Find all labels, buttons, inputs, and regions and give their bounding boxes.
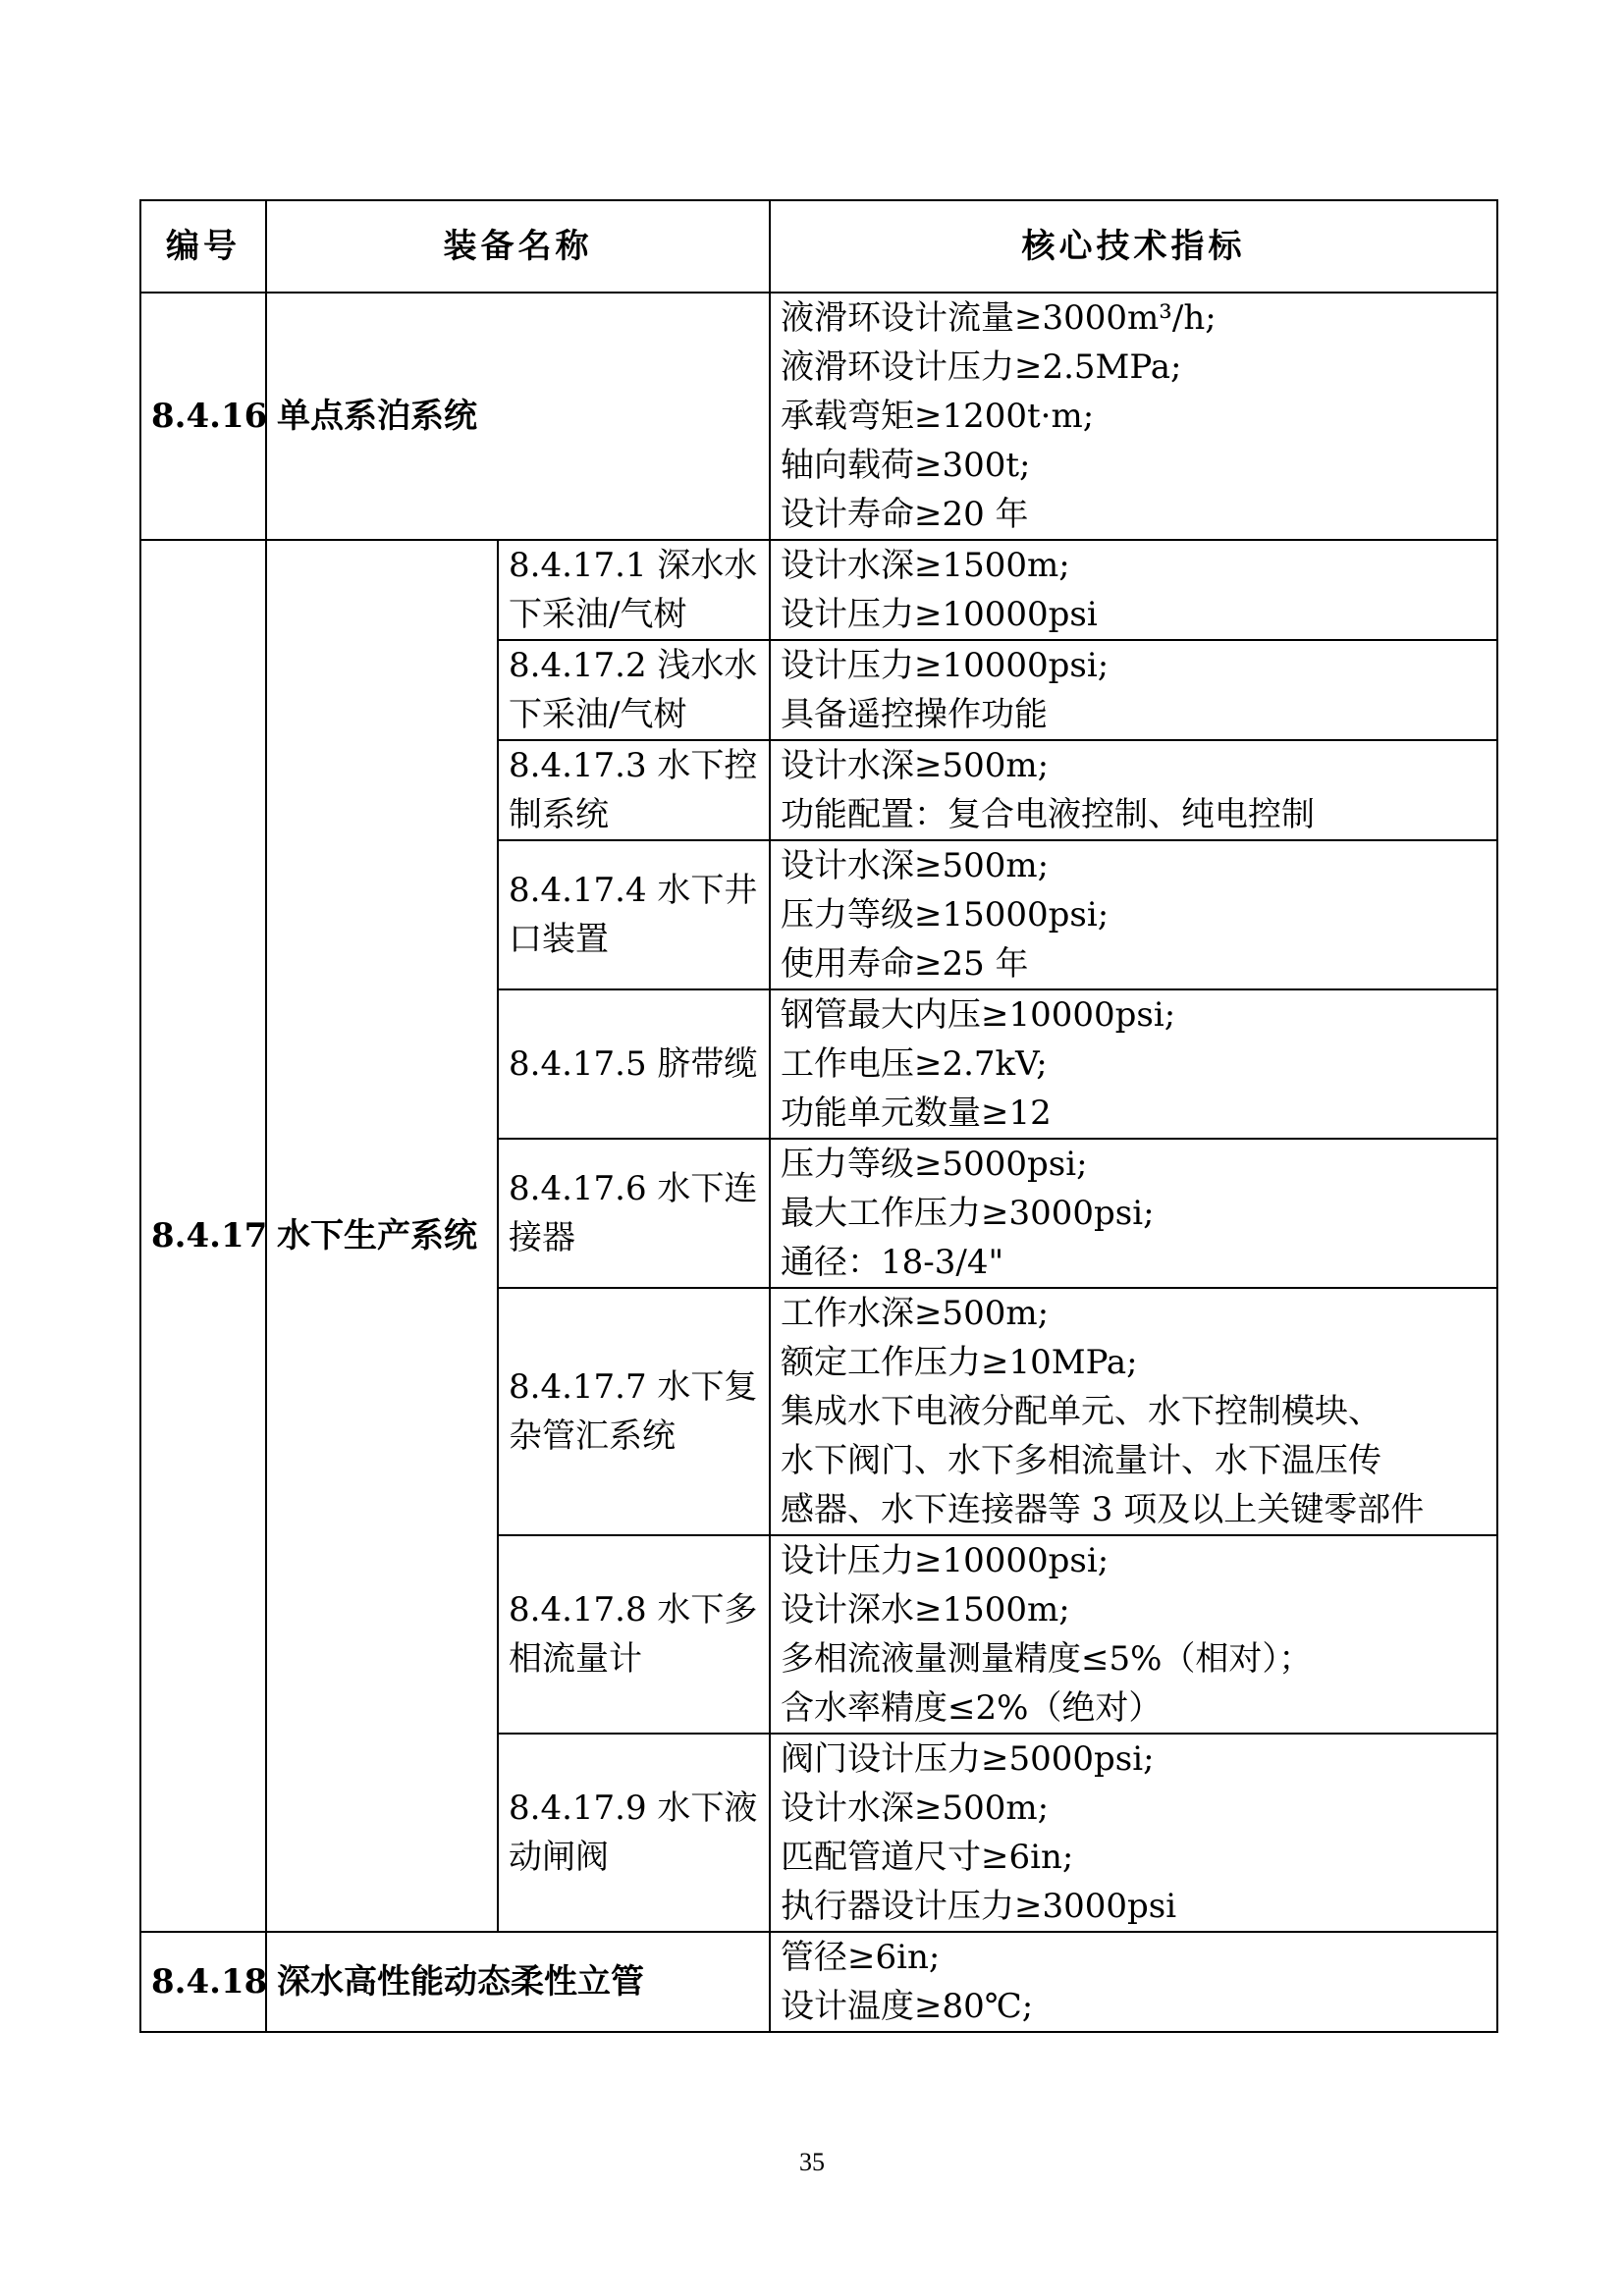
- spec-line: 匹配管道尺寸≥6in;: [781, 1838, 1074, 1877]
- sub-item-name: [498, 840, 770, 989]
- sub-item-label: 8.4.17.7 水下复杂管汇系统: [509, 1367, 758, 1456]
- sub-item-name: [498, 989, 770, 1139]
- spec-line: 设计压力≥10000psi;: [781, 1541, 1110, 1580]
- spec-line: 设计压力≥10000psi: [781, 595, 1098, 634]
- spec-line: 感器、水下连接器等 3 项及以上关键零部件: [781, 1490, 1425, 1529]
- spec-cell: [770, 1535, 1497, 1734]
- spec-cell: [770, 1288, 1497, 1535]
- sub-item-name: [498, 740, 770, 840]
- spec-line: 功能单元数量≥12: [781, 1094, 1052, 1133]
- spec-cell: [770, 840, 1497, 989]
- spec-line: 压力等级≥5000psi;: [781, 1145, 1088, 1184]
- spec-line: 设计水深≥500m;: [781, 1789, 1050, 1828]
- page-number: 35: [799, 2148, 825, 2176]
- spec-line: 设计寿命≥20 年: [781, 495, 1029, 534]
- spec-line: 设计水深≥500m;: [781, 846, 1050, 885]
- sub-item-label: 8.4.17.3 水下控制系统: [509, 746, 758, 834]
- spec-line: 额定工作压力≥10MPa;: [781, 1343, 1138, 1382]
- sub-item-label: 8.4.17.6 水下连接器: [509, 1169, 758, 1257]
- spec-line: 功能配置：复合电液控制、纯电控制: [781, 795, 1315, 834]
- sub-item-name: [498, 1734, 770, 1932]
- spec-line: 阀门设计压力≥5000psi;: [781, 1739, 1155, 1779]
- sub-item-name: [498, 1288, 770, 1535]
- spec-cell: [770, 540, 1497, 640]
- spec-cell: [770, 640, 1497, 740]
- sub-item-label: 8.4.17.4 水下井口装置: [509, 871, 758, 959]
- item-name: 深水高性能动态柔性立管: [266, 1932, 770, 2032]
- spec-line: 设计压力≥10000psi;: [781, 646, 1110, 685]
- spec-line: 工作电压≥2.7kV;: [781, 1044, 1048, 1084]
- header-spec: 核心技术指标: [770, 200, 1497, 293]
- item-code: 8.4.18: [140, 1932, 266, 2032]
- spec-line: 执行器设计压力≥3000psi: [781, 1887, 1177, 1926]
- table-row: [140, 540, 1497, 640]
- spec-line: 设计深水≥1500m;: [781, 1590, 1070, 1629]
- sub-item-name: [498, 1535, 770, 1734]
- spec-line: 设计水深≥1500m;: [781, 546, 1070, 585]
- spec-cell: [770, 1139, 1497, 1288]
- table-row: [140, 293, 1497, 540]
- item-code: 8.4.16: [140, 293, 266, 540]
- spec-line: 钢管最大内压≥10000psi;: [781, 995, 1176, 1035]
- spec-line: 工作水深≥500m;: [781, 1294, 1050, 1333]
- spec-cell: [770, 989, 1497, 1139]
- spec-line: 设计水深≥500m;: [781, 746, 1050, 785]
- spec-line: 最大工作压力≥3000psi;: [781, 1194, 1155, 1233]
- table-header-row: [140, 200, 1497, 293]
- spec-cell: [770, 1932, 1497, 2032]
- sub-item-label: 8.4.17.2 浅水水下采油/气树: [509, 646, 758, 734]
- spec-cell: [770, 293, 1497, 540]
- spec-line: 通径：18-3/4": [781, 1243, 1004, 1282]
- spec-line: 水下阀门、水下多相流量计、水下温压传: [781, 1441, 1381, 1480]
- sub-item-label: 8.4.17.9 水下液动闸阀: [509, 1789, 758, 1877]
- sub-item-label: 8.4.17.1 深水水下采油/气树: [509, 546, 758, 634]
- spec-cell: [770, 740, 1497, 840]
- item-code: 8.4.17: [140, 540, 266, 1932]
- sub-item-name: [498, 1139, 770, 1288]
- sub-item-name: [498, 540, 770, 640]
- spec-line: 含水率精度≤2%（绝对）: [781, 1688, 1163, 1728]
- header-code: 编号: [140, 200, 266, 293]
- sub-item-label: 8.4.17.8 水下多相流量计: [509, 1590, 758, 1679]
- spec-line: 使用寿命≥25 年: [781, 944, 1029, 984]
- equipment-spec-table: [139, 199, 1498, 2033]
- sub-item-label: 8.4.17.5 脐带缆: [509, 1044, 758, 1084]
- spec-line: 集成水下电液分配单元、水下控制模块、: [781, 1392, 1381, 1431]
- table-row: [140, 1932, 1497, 2032]
- spec-cell: [770, 1734, 1497, 1932]
- sub-item-name: [498, 640, 770, 740]
- header-name: 装备名称: [266, 200, 770, 293]
- spec-line: 管径≥6in;: [781, 1938, 941, 1977]
- spec-line: 多相流液量测量精度≤5%（相对）；: [781, 1639, 1313, 1679]
- item-name: 水下生产系统: [266, 540, 498, 1932]
- item-name: 单点系泊系统: [266, 293, 770, 540]
- spec-line: 液滑环设计流量≥3000m³/h;: [781, 298, 1217, 338]
- spec-line: 承载弯矩≥1200t·m;: [781, 397, 1095, 436]
- spec-line: 液滑环设计压力≥2.5MPa;: [781, 347, 1182, 387]
- spec-line: 具备遥控操作功能: [781, 695, 1048, 734]
- spec-line: 压力等级≥15000psi;: [781, 895, 1110, 934]
- spec-line: 轴向载荷≥300t;: [781, 446, 1031, 485]
- spec-line: 设计温度≥80℃;: [781, 1987, 1034, 2026]
